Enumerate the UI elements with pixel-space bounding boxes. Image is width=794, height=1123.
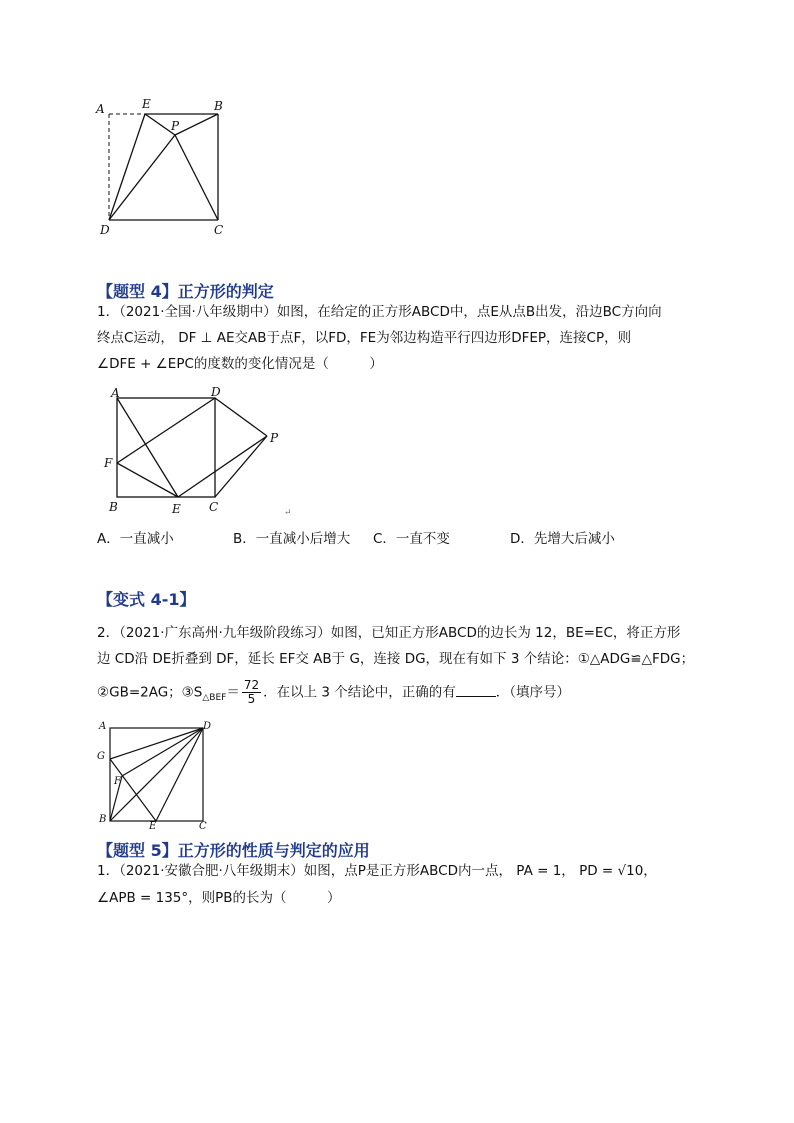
label-c: C <box>199 821 207 832</box>
option-a: A．一直减小 <box>97 531 174 547</box>
label-f: F <box>114 776 121 787</box>
label-c: C <box>214 223 224 237</box>
label-p: P <box>171 119 180 133</box>
option-b: B．一直减小后增大 <box>233 531 351 547</box>
label-b: B <box>109 500 118 514</box>
label-d: D <box>211 385 221 399</box>
q41-2-line-3-a: ②GB=2AG；③S <box>97 684 203 701</box>
label-c: C <box>209 500 219 514</box>
q41-2-line-3-c: ．在以上 3 个结论中，正确的有 <box>263 684 456 701</box>
option-d: D．先增大后减小 <box>510 531 615 547</box>
label-p: P <box>270 431 279 445</box>
label-a: A <box>111 386 120 400</box>
fraction-numerator: 72 <box>243 678 260 692</box>
label-f: F <box>104 456 113 470</box>
section-5-heading: 【题型 5】正方形的性质与判定的应用 <box>97 841 370 860</box>
q41-2-line-3-b: ＝ <box>226 684 240 701</box>
q4-1-line-3: ∠DFE + ∠EPC的度数的变化情况是（ ） <box>97 356 383 372</box>
label-d: D <box>100 223 110 237</box>
q41-2-line-3-d: ．（填序号） <box>495 684 571 701</box>
label-e: E <box>172 502 181 516</box>
q41-2-line-2: 边 CD沿 DE折叠到 DF，延长 EF交 AB于 G，连接 DG，现在有如下 3 个结论：①△ADG≌△FDG； <box>97 651 695 667</box>
figure-3-folded-square <box>92 718 217 833</box>
option-c: C．一直不变 <box>373 531 450 547</box>
label-g: G <box>97 751 105 762</box>
figure-1-square-diagram <box>90 95 240 240</box>
label-d: D <box>203 721 212 732</box>
q41-2-area-subscript: △BEF <box>202 693 227 704</box>
fraction-denominator: 5 <box>247 692 256 706</box>
q4-1-line-1: 1．（2021·全国·八年级期中）如图，在给定的正方形ABCD中，点E从点B出发，沿边BC方向向 <box>97 304 662 320</box>
fraction-72-5 <box>242 679 261 706</box>
section-4-heading: 【题型 4】正方形的判定 <box>97 282 274 301</box>
label-b: B <box>99 814 107 825</box>
q5-1-line-2: ∠APB = 135°，则PB的长为（ ） <box>97 890 341 906</box>
return-mark: ↵ <box>284 508 292 518</box>
label-b: B <box>214 99 223 113</box>
label-e: E <box>149 821 157 832</box>
q5-1-line-1: 1．（2021·安徽合肥·八年级期末）如图，点P是正方形ABCD内一点， PA = 1， PD = √10， <box>97 863 657 879</box>
answer-blank <box>456 696 496 697</box>
q41-2-line-1: 2．（2021·广东高州·九年级阶段练习）如图，已知正方形ABCD的边长为 12，BE=EC，将正方形 <box>97 625 681 641</box>
label-e: E <box>142 97 151 111</box>
q41-2-line-3 <box>97 679 570 709</box>
variant-4-1-heading: 【变式 4-1】 <box>97 590 196 609</box>
q4-1-line-2: 终点C运动， DF ⊥ AE交AB于点F，以FD，FE为邻边构造平行四边形DFEP，连接CP，则 <box>97 330 632 346</box>
label-a: A <box>99 721 107 732</box>
label-a: A <box>96 102 105 116</box>
figure-2-square-parallelogram <box>100 383 300 518</box>
